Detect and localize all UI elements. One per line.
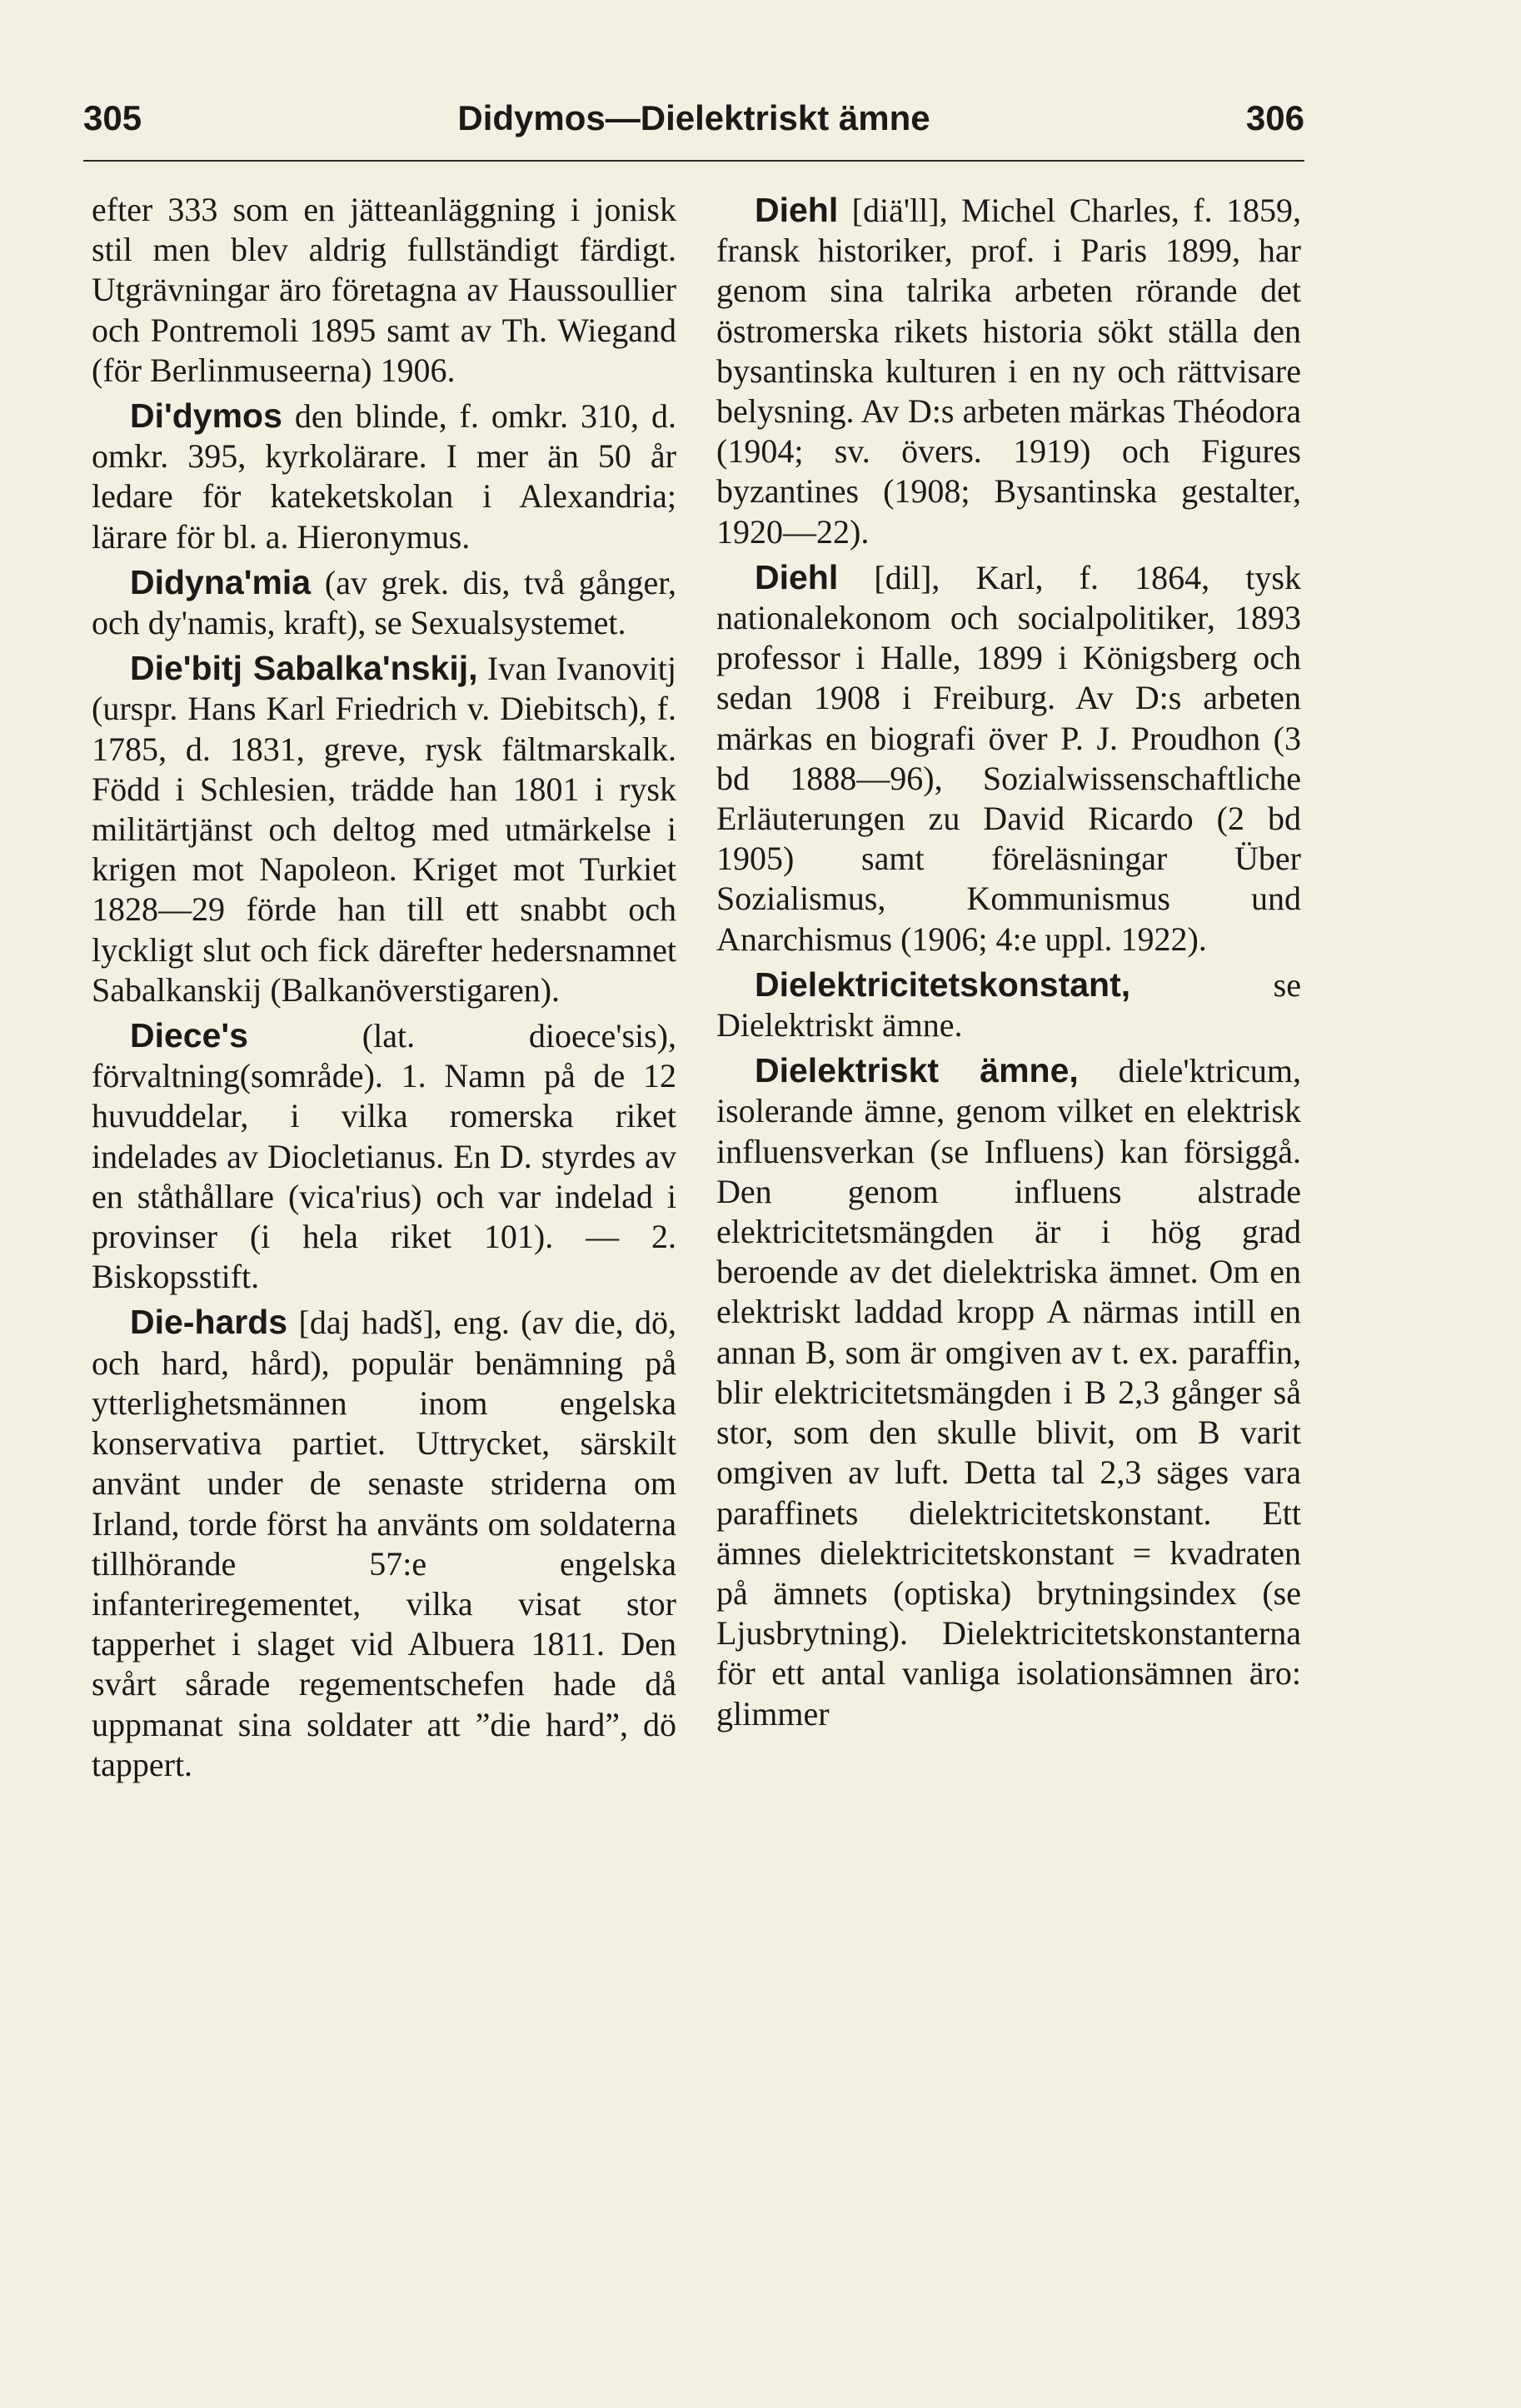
header-rule bbox=[83, 160, 1304, 162]
running-title: Didymos—Dielektriskt ämne bbox=[457, 98, 930, 137]
entry-headword: Die'bitj Sabalka'nskij, bbox=[130, 649, 478, 688]
entry-didymos bbox=[92, 396, 676, 557]
entry-continuation bbox=[92, 190, 676, 391]
entry-text: se Dielektriskt ämne. bbox=[716, 965, 1301, 1044]
entry-text: [dil], Karl, f. 1864, tysk nationalekonom och socialpolitiker, 1893 professor i Halle, 1899 i Königsberg och sedan 1908 i Freiburg. Av D:s arbeten märkas en biografi över P. J. Proudhon (3 bd 1888—96), Sozialwissenschaftliche Erläuterungen zu David Ricardo (2 bd 1905) samt föreläsningar Über Sozialismus, Kommunismus und Anarchismus (1906; 4:e uppl. 1922). bbox=[716, 558, 1302, 958]
entry-diebitj bbox=[92, 648, 676, 1010]
entry-text: (av grek. dis, två gånger, och dy'namis, kraft), se Sexualsystemet. bbox=[92, 563, 676, 642]
entry-dielektriskt-amne bbox=[716, 1050, 1301, 1733]
entry-didynamia bbox=[92, 562, 676, 643]
entry-dieces bbox=[92, 1015, 676, 1297]
entry-text: efter 333 som en jätteanläggning i jonisk stil men blev aldrig fullständigt färdigt. Utgrävningar äro företagna av Haussoullier och Pontremoli 1895 samt av Th. Wiegand (för Berlinmuseerna) 1906. bbox=[92, 191, 676, 389]
entry-headword: Didyna'mia bbox=[130, 562, 312, 601]
entry-headword: Diehl bbox=[755, 557, 839, 596]
entry-headword: Dielektricitetskonstant, bbox=[755, 965, 1131, 1004]
running-header bbox=[83, 98, 1304, 148]
right-column bbox=[716, 190, 1301, 1734]
entry-diehl-karl bbox=[716, 557, 1301, 960]
entry-dielektricitetskonstant bbox=[716, 965, 1301, 1045]
entry-text: diele'ktricum, isolerande ämne, genom vilket en elektrisk influensverkan (se Influens) kan försiggå. Den genom influens alstrade elektricitetsmängden är i hög grad beroende av det dielektriska ämnet. Om en elektriskt laddad kropp A närmas intill en annan B, som är omgiven av t. ex. paraffin, blir elektricitetsmängden i B 2,3 gånger så stor, som den skulle blivit, om B varit omgiven av luft. Detta tal 2,3 säges vara paraffinets dielektricitetskonstant. Ett ämnes dielektricitetskonstant = kvadraten på ämnets (optiska) brytningsindex (se Ljusbrytning). Dielektricitetskonstanterna för ett antal vanliga isolationsämnen äro: glimmer bbox=[716, 1052, 1301, 1732]
page-number-left: 305 bbox=[83, 98, 142, 137]
entry-diehl-michel bbox=[716, 190, 1301, 552]
entry-headword: Diehl bbox=[755, 191, 839, 229]
entry-headword: Dielektriskt ämne, bbox=[755, 1051, 1079, 1090]
entry-text: [daj hadš], eng. (av die, dö, och hard, hård), populär benämning på ytterlighetsmännen inom engelska konservativa partiet. Uttrycket, särskilt använt under de senaste striderna om Irland, torde först ha använts om soldaterna tillhörande 57:e engelska infanteriregementet, vilka visat stor tapperhet i slaget vid Albuera 1811. Den svårt sårade regementschefen hade då uppmanat sina soldater att ”die hard”, dö tappert. bbox=[92, 1304, 677, 1783]
entry-headword: Die-hards bbox=[130, 1303, 288, 1342]
page-number-right: 306 bbox=[1245, 98, 1304, 137]
entry-die-hards bbox=[92, 1302, 676, 1784]
entry-headword: Diece's bbox=[130, 1016, 248, 1055]
left-column bbox=[92, 190, 676, 1785]
entry-text: den blinde, f. omkr. 310, d. omkr. 395, kyrkolärare. I mer än 50 år ledare för kateketskolan i Alexandria; lärare för bl. a. Hieronymus. bbox=[92, 397, 676, 556]
entry-text: Ivan Ivanovitj (urspr. Hans Karl Friedrich v. Diebitsch), f. 1785, d. 1831, greve, rysk fältmarskalk. Född i Schlesien, trädde han 1801 i rysk militärtjänst och deltog med utmärkelse i krigen mot Napoleon. Kriget mot Turkiet 1828—29 förde han till ett snabbt och lyckligt slut och fick därefter hedersnamnet Sabalkanskij (Balkanöverstigaren). bbox=[92, 650, 676, 1009]
entry-headword: Di'dymos bbox=[130, 396, 282, 436]
entry-text: [diä'll], Michel Charles, f. 1859, fransk historiker, prof. i Paris 1899, har genom sina talrika arbeten rörande det östromerska rikets historia sökt ställa den bysantinska kulturen i en ny och rättvisare belysning. Av D:s arbeten märkas Théodora (1904; sv. övers. 1919) och Figures byzantines (1908; Bysantinska gestalter, 1920—22). bbox=[716, 192, 1302, 551]
entry-text: (lat. dioece'sis), förvaltning(sområde). 1. Namn på de 12 huvuddelar, i vilka romerska riket indelades av Diocletianus. En D. styrdes av en ståthållare (vica'rius) och var indelad i provinser (i hela riket 101). — 2. Biskopsstift. bbox=[92, 1017, 677, 1296]
